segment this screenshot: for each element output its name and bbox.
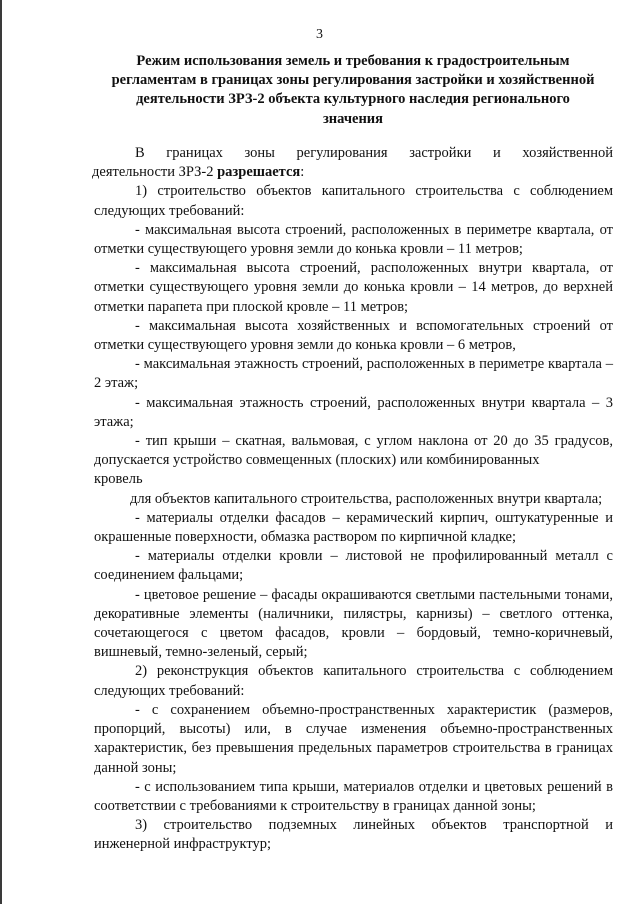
title-line: Режим использования земель и требования к градостроительным (136, 53, 570, 69)
paragraph: - материалы отделки кровли – листовой не профилированный металл с соединением фальцами; (94, 548, 613, 584)
paragraph-continuation: кровель (94, 471, 143, 488)
document-body (94, 144, 613, 855)
paragraph: - с использованием типа крыши, материалов отделки и цветовых решений в соответствии с требованиями к строительству в границах данной зоны; (94, 778, 613, 814)
paragraph: - цветовое решение – фасады окрашиваются светлыми пастельными тонами, декоративные элементы (наличники, пилястры, карнизы) – светлого оттенка, сочетающегося с цветом фасадов, кровли – бордовый, темно-коричневый, вишневый, темно-зеленый, серый; (94, 586, 613, 661)
paragraph: - максимальная этажность строений, расположенных в периметре квартала – 2 этаж; (94, 356, 613, 392)
paragraph: - с сохранением объемно-пространственных характеристик (размеров, пропорций, высоты) или, в случае изменения объемно-пространственных характеристик, без превышения предельных параметров строительства в границах данной зоны; (94, 701, 613, 776)
intro-text: деятельности ЗРЗ-2 (92, 164, 218, 181)
paragraph: 2) реконструкция объектов капитального строительства с соблюдением следующих требований: (94, 663, 613, 699)
paragraph: 3) строительство подземных линейных объектов транспортной и инженерной инфраструктур; (94, 817, 613, 853)
paragraph: - тип крыши – скатная, вальмовая, с углом наклона от 20 до 35 градусов, допускается устройство совмещенных (плоских) или комбинированных (94, 433, 613, 469)
paragraph: 1) строительство объектов капитального строительства с соблюдением следующих требований: (94, 183, 613, 219)
paragraph: - максимальная высота строений, расположенных в периметре квартала, от отметки существующего уровня земли до конька кровли – 11 метров; (94, 221, 613, 258)
intro-line (92, 163, 613, 182)
paragraph: - максимальная высота хозяйственных и вспомогательных строений от отметки существующего уровня земли до конька кровли – 6 метров, (94, 317, 613, 354)
intro-bold-text: разрешается (217, 164, 301, 181)
intro-colon: : (300, 164, 305, 181)
document-title (92, 52, 614, 129)
paragraph: для объектов капитального строительства, расположенных внутри квартала; (130, 490, 603, 507)
paragraph: - максимальная высота строений, расположенных внутри квартала, от отметки существующего уровня земли до конька кровли – 14 метров, до верхней отметки парапета при плоской кровле – 11 метров; (94, 260, 613, 315)
page-edge (0, 0, 2, 904)
page-number: 3 (316, 27, 323, 42)
title-line: деятельности ЗРЗ-2 объекта культурного наследия регионального (136, 91, 570, 108)
paragraph: - максимальная этажность строений, расположенных внутри квартала – 3 этажа; (94, 394, 613, 430)
title-line: регламентам в границах зоны регулирования застройки и хозяйственной (111, 72, 595, 89)
intro-line: В границах зоны регулирования застройки и хозяйственной (135, 145, 613, 161)
paragraph: - материалы отделки фасадов – керамический кирпич, оштукатуренные и окрашенные поверхности, обмазка раствором по кирпичной кладке; (94, 509, 613, 546)
title-line: значения (322, 110, 384, 127)
